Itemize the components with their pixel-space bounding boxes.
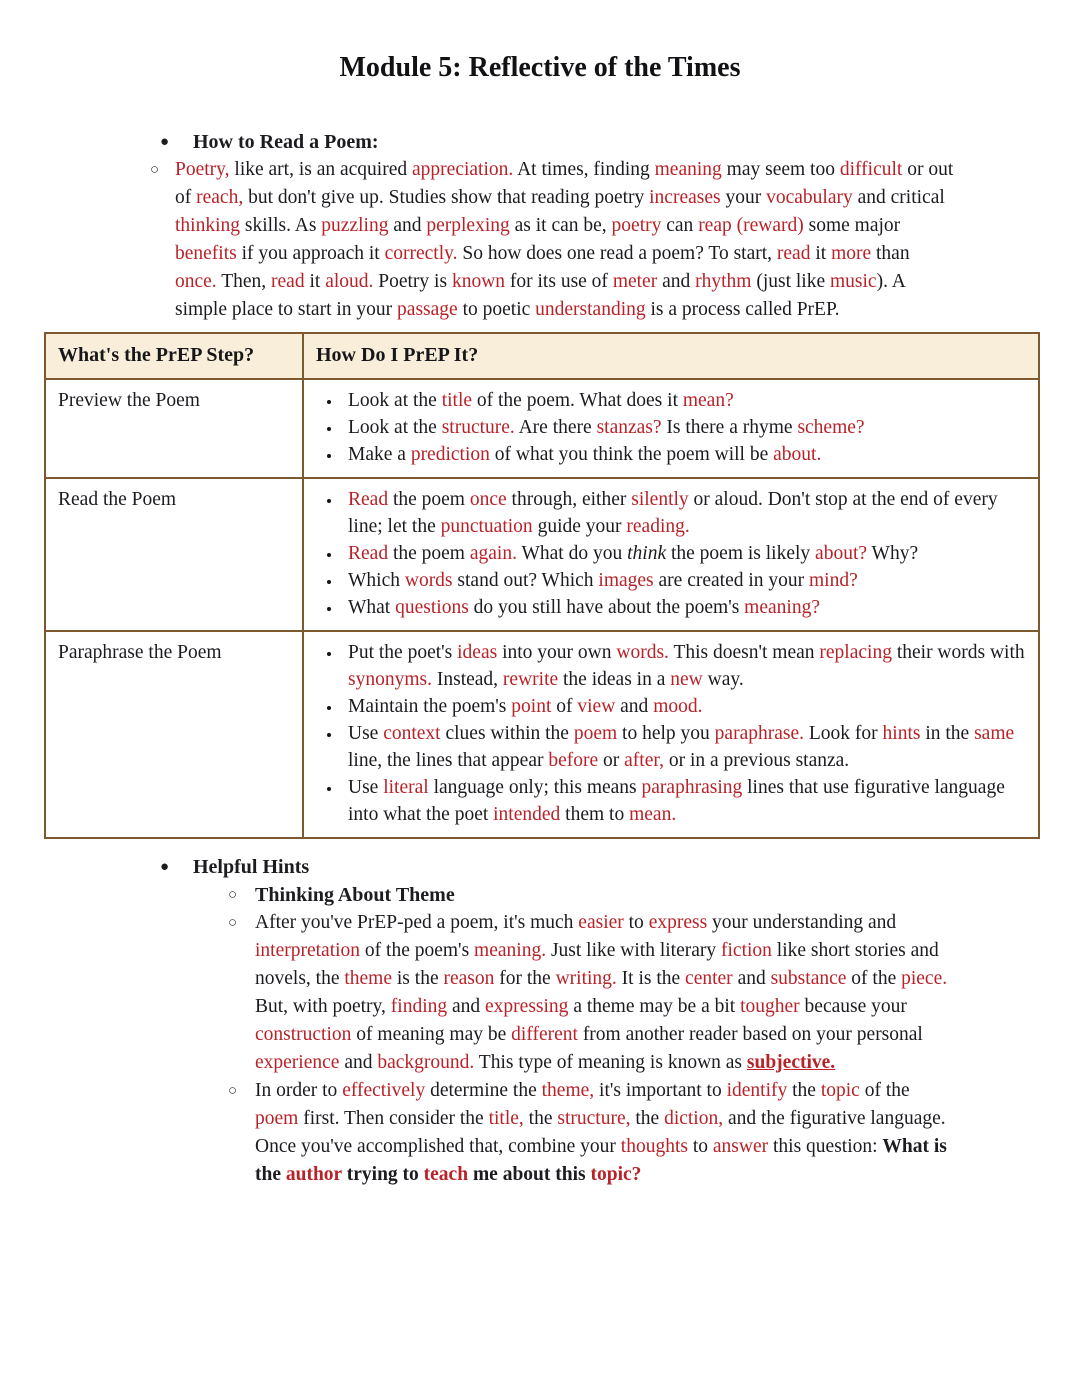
table-bullet-item: • Look at the title of the poem. What does it mean? — [342, 387, 1026, 414]
thinking-theme-item — [228, 881, 1080, 909]
prep-table-header-step: What's the PrEP Step? — [45, 333, 303, 379]
table-bullet-item: • Read the poem again. What do you think the poem is likely about? Why? — [342, 540, 1026, 567]
table-row-preview — [45, 379, 1039, 478]
table-bullet-item: • Read the poem once through, either silently or aloud. Don't stop at the end of every line; let the punctuation guide your reading. — [342, 486, 1026, 540]
table-bullet-item: • Use literal language only; this means paraphrasing lines that use figurative language into what the poet intended them to mean. — [342, 774, 1026, 828]
page-title: Module 5: Reflective of the Times — [339, 52, 741, 83]
prep-table — [44, 332, 1040, 839]
hollow-bullet-icon: ○ — [228, 915, 238, 931]
helpful-hints-heading: Helpful Hints — [193, 856, 310, 878]
table-bullet-item: • Maintain the poem's point of view and mood. — [342, 693, 1026, 720]
theme-paragraph-1: After you've PrEP-ped a poem, it's much easier to express your understanding and interpretation of the poem's meaning. Just like with literary fiction like short stories and novels, the theme is the reason for the writing. It is the center and substance of the piece. But, with poetry, finding and expressing a theme may be a bit tougher because your construction of meaning may be different from another reader based on your personal experience and background. This type of meaning is known as subjective. — [255, 912, 948, 1073]
table-row-read — [45, 478, 1039, 631]
how-cell-paraphrase — [303, 631, 1039, 838]
filled-bullet-icon: ● — [160, 859, 170, 875]
helpful-hints-section — [0, 853, 1080, 1189]
table-bullet-item: • Which words stand out? Which images are created in your mind? — [342, 567, 1026, 594]
hollow-bullet-icon: ○ — [228, 1083, 238, 1099]
prep-table-header-how: How Do I PrEP It? — [303, 333, 1039, 379]
theme-paragraph-item-1 — [228, 909, 1080, 1077]
intro-paragraph: Poetry, like art, is an acquired appreciation. At times, finding meaning may seem too difficult or out of reach, but don't give up. Studies show that reading poetry increases your vocabulary and critical thinking skills. As puzzling and perplexing as it can be, poetry can reap (reward) some major benefits if you approach it correctly. So how does one read a poem? To start, read it more than once. Then, read it aloud. Poetry is known for its use of meter and rhythm (just like music). A simple place to start in your passage to poetic understanding is a process called PrEP. — [175, 159, 954, 320]
filled-bullet-icon: ● — [160, 134, 170, 150]
bullet-list-preview — [316, 387, 1026, 468]
table-row-paraphrase — [45, 631, 1039, 838]
helpful-hints-heading-item — [160, 853, 1080, 881]
table-bullet-item: • Make a prediction of what you think the poem will be about. — [342, 441, 1026, 468]
theme-paragraph-item-2 — [228, 1077, 1080, 1189]
prep-table-header-row — [45, 333, 1039, 379]
table-bullet-item: • Use context clues within the poem to help you paraphrase. Look for hints in the same line, the lines that appear before or after, or in a previous stanza. — [342, 720, 1026, 774]
theme-paragraph-2: In order to effectively determine the theme, it's important to identify the topic of the poem first. Then consider the title, the structure, the diction, and the figurative language. Once you've accomplished that, combine your thoughts to answer this question: What is the author trying to teach me about this topic? — [255, 1080, 947, 1185]
step-cell-preview: Preview the Poem — [45, 379, 303, 478]
how-cell-read — [303, 478, 1039, 631]
bullet-list-read — [316, 486, 1026, 621]
intro-list-item — [150, 156, 1080, 324]
hollow-bullet-icon: ○ — [228, 887, 238, 903]
how-to-read-section — [0, 128, 1080, 324]
how-cell-preview — [303, 379, 1039, 478]
bullet-list-paraphrase — [316, 639, 1026, 828]
table-bullet-item: • Put the poet's ideas into your own words. This doesn't mean replacing their words with synonyms. Instead, rewrite the ideas in a new way. — [342, 639, 1026, 693]
hollow-bullet-icon: ○ — [150, 162, 160, 178]
how-to-read-heading-item — [160, 128, 1080, 156]
thinking-theme-heading: Thinking About Theme — [255, 884, 455, 906]
step-cell-paraphrase: Paraphrase the Poem — [45, 631, 303, 838]
table-bullet-item: • What questions do you still have about the poem's meaning? — [342, 594, 1026, 621]
how-to-read-heading: How to Read a Poem: — [193, 131, 379, 153]
step-cell-read: Read the Poem — [45, 478, 303, 631]
table-bullet-item: • Look at the structure. Are there stanzas? Is there a rhyme scheme? — [342, 414, 1026, 441]
